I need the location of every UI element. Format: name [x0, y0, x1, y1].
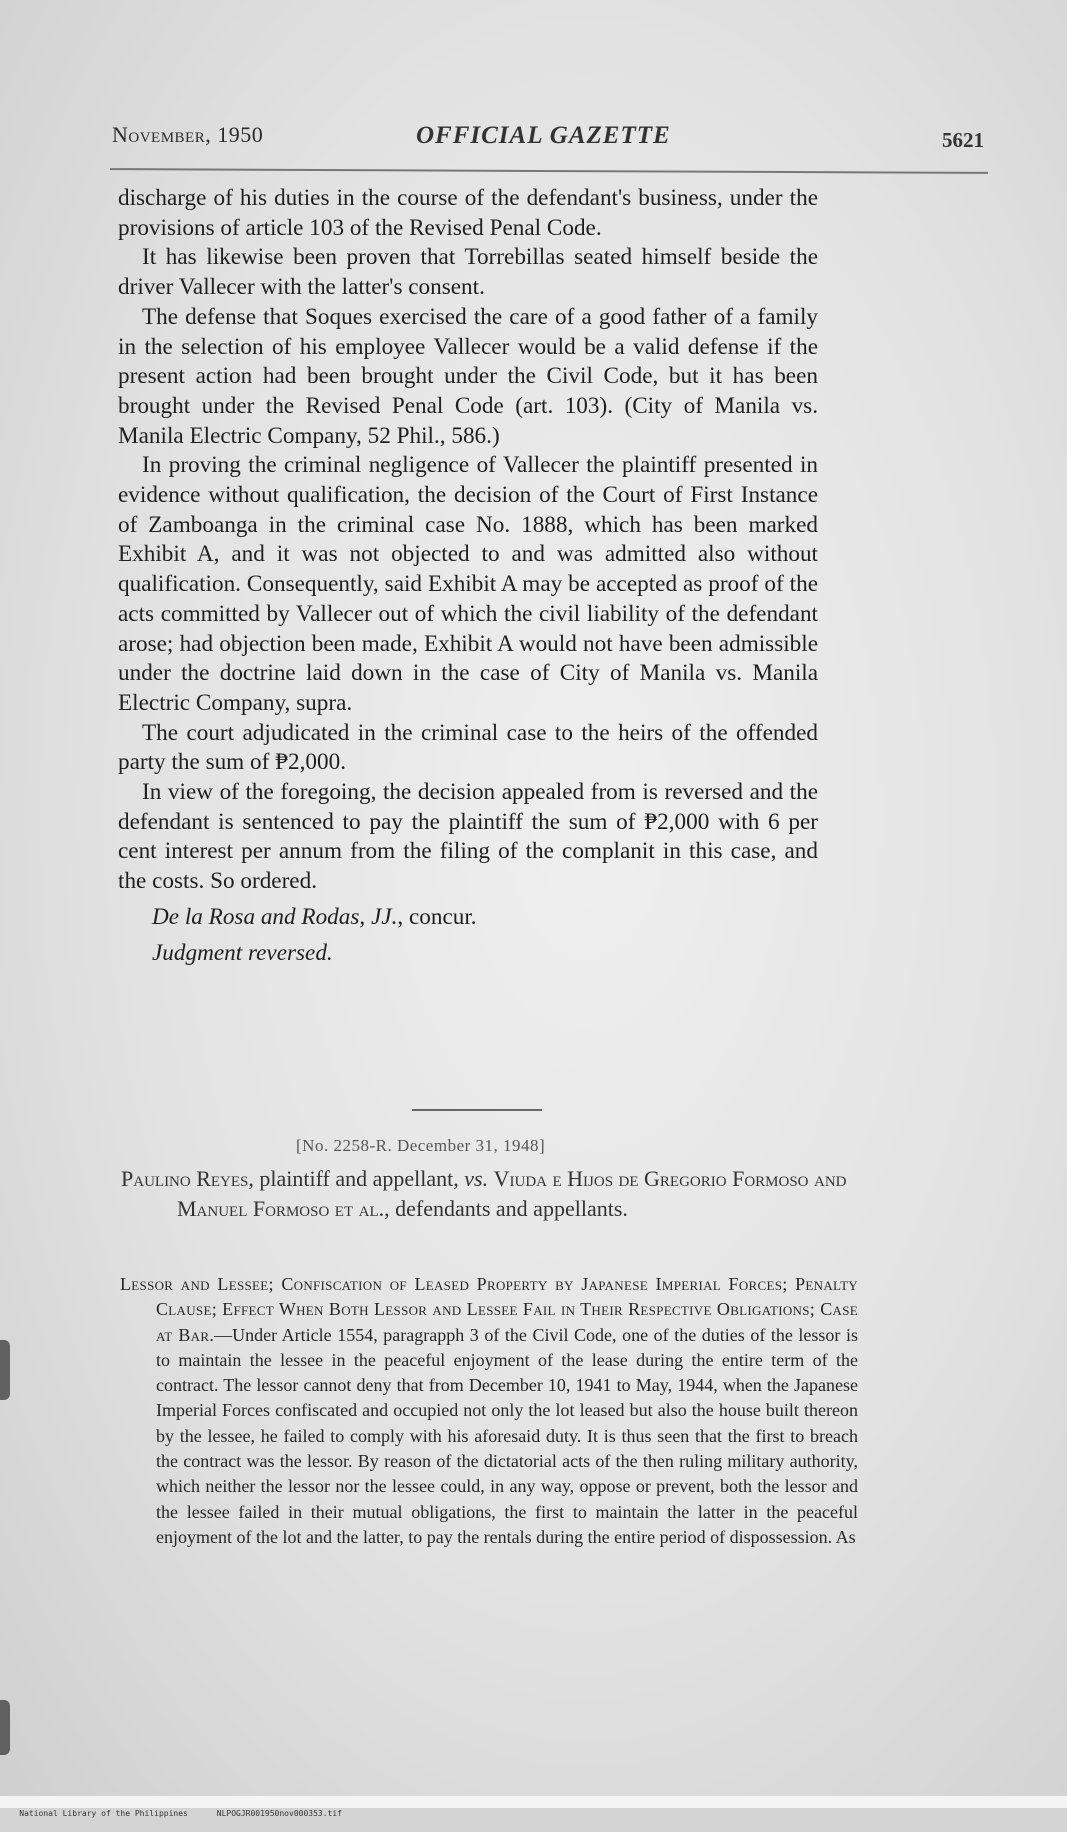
syllabus-heading: Lessor and Lessee; Confiscation of Leased Property by Japanese Imperial Forces; Penalty Clause; Effect When Both Lessor and Lessee Fail in Their Respective Obligations; Case at Bar.	[120, 1274, 858, 1345]
concurrence	[118, 903, 818, 933]
footer-filename: NLPOGJR001950nov000353.tif	[216, 1809, 342, 1818]
case-number: [No. 2258-R. December 31, 1948]	[296, 1136, 546, 1155]
paragraph: In view of the foregoing, the decision appealed from is reversed and the defendant is sentenced to pay the plaintiff the sum of ₱2,000 with 6 per cent interest per annum from the filing of the complanit in this case, and the costs. So ordered.	[118, 779, 818, 895]
page-number: 5621	[942, 128, 984, 152]
syllabus-text: —Under Article 1554, paragrapph 3 of the Civil Code, one of the duties of the lessor is to maintain the lessee in the peaceful enjoyment of the lease during the entire term of the contract. The lessor cannot deny that from December 10, 1941 to May, 1944, when the Japanese Imperial Forces confiscated and occupied not only the lot leased but also the house built thereon by the lessee, he failed to comply with his aforesaid duty. It is thus seen that the first to breach the contract was the lessor. By reason of the dictatorial acts of the then ruling military authority, which neither the lessor nor the lessee could, in any way, oppose or prevent, both the lessor and the lessee failed in their mutual obligations, the first to maintain the latter in the peaceful enjoyment of the lot and the latter, to pay the rentals during the entire period of dispossession. As	[156, 1324, 858, 1547]
paragraph: It has likewise been proven that Torrebillas seated himself beside the driver Vallecer with the latter's consent.	[118, 244, 818, 301]
concur-suffix: , concur.	[397, 903, 477, 930]
concurring-justices: De la Rosa and Rodas, JJ.	[152, 903, 398, 930]
plaintiff-name: Paulino Reyes	[121, 1166, 249, 1191]
scan-edge-shadow	[0, 1700, 10, 1755]
paragraph: The defense that Soques exercised the care of a good father of a family in the selection of his employee Vallecer would be a valid defense if the present action had been brought under the Civil Code, but it has been brought under the Revised Penal Code (art. 103). (City of Manila vs. Manila Electric Company, 52 Phil., 586.)	[118, 303, 818, 449]
plaintiff-role: , plaintiff and appellant,	[248, 1166, 465, 1191]
decision-body	[118, 184, 818, 968]
scan-edge-shadow	[0, 1340, 10, 1400]
scan-footer	[0, 1796, 1067, 1818]
judgment-line	[118, 939, 818, 969]
paragraph: The court adjudicated in the criminal case to the heirs of the offended party the sum of ₱2,000.	[118, 719, 818, 776]
paragraph: In proving the criminal negligence of Vallecer the plaintiff presented in evidence without qualification, the decision of the Court of First Instance of Zamboanga in the criminal case No. 1888, which has been marked Exhibit A, and it was not objected to and was admitted also without qualification. Consequently, said Exhibit A may be accepted as proof of the acts committed by Vallecer out of which the civil liability of the defendant arose; had objection been made, Exhibit A would not have been admissible under the doctrine laid down in the case of City of Manila vs. Manila Electric Company, supra.	[118, 452, 818, 716]
defendant-names: Viuda e Hijos de Gregorio Formoso and Manuel Formoso et al.	[177, 1166, 847, 1221]
page-header	[112, 122, 984, 158]
footer-library: National Library of the Philippines	[19, 1809, 188, 1818]
header-publication-title: OFFICIAL GAZETTE	[416, 122, 671, 149]
section-divider	[412, 1109, 542, 1111]
versus: vs.	[464, 1166, 489, 1191]
case-parties	[121, 1164, 877, 1224]
header-rule	[110, 168, 988, 174]
syllabus	[120, 1272, 858, 1550]
header-date: November, 1950	[112, 122, 264, 147]
defendant-role: , defendants and appellants.	[384, 1196, 628, 1221]
paragraph-continuation: discharge of his duties in the course of the defendant's business, under the provisions of article 103 of the Revised Penal Code.	[118, 185, 818, 241]
judgment: Judgment reversed.	[152, 939, 333, 966]
